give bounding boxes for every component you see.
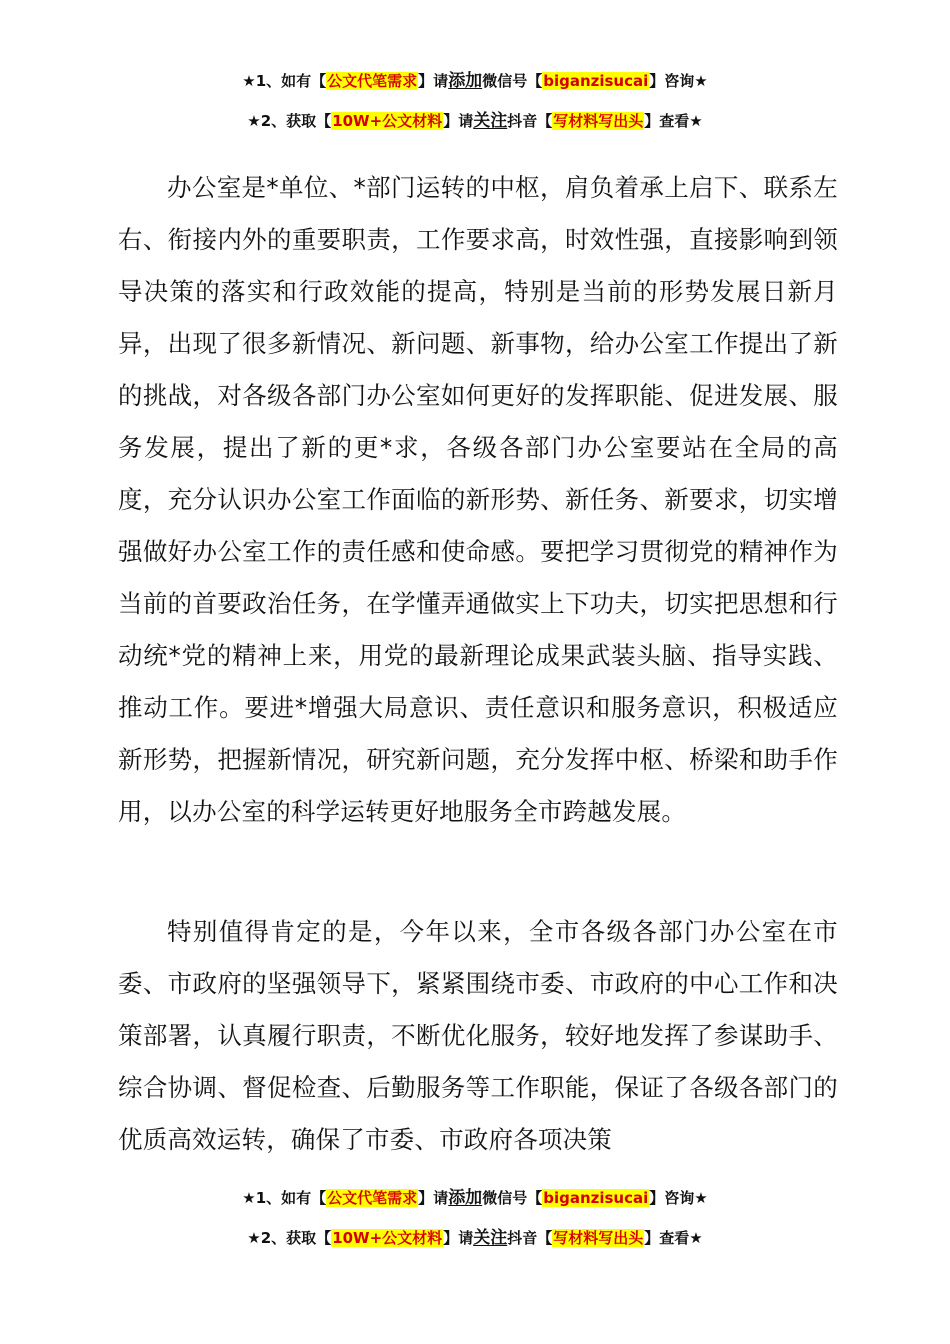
promo-text: 微信号【 bbox=[482, 1189, 543, 1207]
promo-emphasis: 添加 bbox=[448, 1188, 483, 1208]
footer-promo-line-2 bbox=[0, 1227, 950, 1249]
promo-highlight-materials: 10W+公文材料 bbox=[332, 112, 443, 130]
promo-highlight-materials: 10W+公文材料 bbox=[332, 1229, 443, 1247]
body-paragraph-2: 特别值得肯定的是，今年以来，全市各级各部门办公室在市委、市政府的坚强领导下，紧紧围绕市委、市政府的中心工作和决策部署，认真履行职责，不断优化服务，较好地发挥了参谋助手、综合协调、督促检查、后勤服务等工作职能，保证了各级各部门的优质高效运转，确保了市委、市政府各项决策 bbox=[118, 917, 838, 1154]
header-promo-line-2 bbox=[0, 110, 950, 132]
promo-text: 】请 bbox=[443, 112, 474, 130]
promo-suffix: 】咨询★ bbox=[649, 1189, 708, 1207]
promo-highlight-douyin-id: 写材料写出头 bbox=[553, 112, 644, 130]
promo-highlight-douyin-id: 写材料写出头 bbox=[553, 1229, 644, 1247]
promo-prefix: ★1、如有【 bbox=[242, 72, 327, 90]
header-promo-line-1 bbox=[0, 70, 950, 92]
footer-promo-line-1 bbox=[0, 1187, 950, 1209]
promo-suffix: 】咨询★ bbox=[649, 72, 708, 90]
promo-prefix: ★1、如有【 bbox=[242, 1189, 327, 1207]
promo-text: 微信号【 bbox=[482, 72, 543, 90]
promo-highlight-wechat-id: biganzisucai bbox=[543, 1189, 649, 1207]
promo-emphasis: 添加 bbox=[448, 71, 483, 91]
promo-prefix: ★2、获取【 bbox=[247, 112, 332, 130]
promo-highlight-service: 公文代笔需求 bbox=[327, 72, 418, 90]
promo-text: 】请 bbox=[418, 72, 449, 90]
promo-suffix: 】查看★ bbox=[644, 1229, 703, 1247]
promo-suffix: 】查看★ bbox=[644, 112, 703, 130]
promo-text: 】请 bbox=[418, 1189, 449, 1207]
promo-emphasis: 关注 bbox=[473, 111, 508, 131]
promo-text: 抖音【 bbox=[507, 1229, 553, 1247]
promo-highlight-service: 公文代笔需求 bbox=[327, 1189, 418, 1207]
body-paragraph-1: 办公室是*单位、*部门运转的中枢，肩负着承上启下、联系左右、衔接内外的重要职责，工作要求高，时效性强，直接影响到领导决策的落实和行政效能的提高，特别是当前的形势发展日新月异，出现了很多新情况、新问题、新事物，给办公室工作提出了新的挑战，对各级各部门办公室如何更好的发挥职能、促进发展、服务发展，提出了新的更*求，各级各部门办公室要站在全局的高度，充分认识办公室工作面临的新形势、新任务、新要求，切实增强做好办公室工作的责任感和使命感。要把学习贯彻党的精神作为当前的首要政治任务，在学懂弄通做实上下功夫，切实把思想和行动统*党的精神上来，用党的最新理论成果武装头脑、指导实践、推动工作。要进*增强大局意识、责任意识和服务意识，积极适应新形势，把握新情况，研究新问题，充分发挥中枢、桥梁和助手作用，以办公室的科学运转更好地服务全市跨越发展。 bbox=[118, 173, 838, 826]
promo-text: 抖音【 bbox=[507, 112, 553, 130]
promo-text: 】请 bbox=[443, 1229, 474, 1247]
promo-prefix: ★2、获取【 bbox=[247, 1229, 332, 1247]
promo-highlight-wechat-id: biganzisucai bbox=[543, 72, 649, 90]
promo-emphasis: 关注 bbox=[473, 1228, 508, 1248]
